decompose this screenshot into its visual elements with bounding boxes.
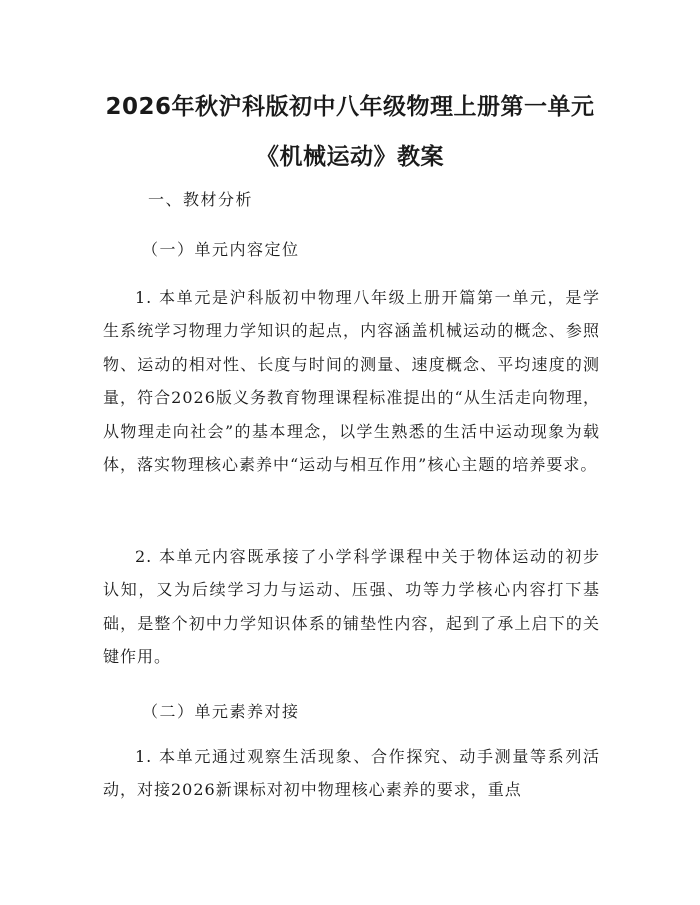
- subsection-heading-unit-content-positioning: （一）单元内容定位: [142, 240, 300, 259]
- subsection-heading-unit-literacy-alignment: （二）单元素养对接: [142, 702, 300, 721]
- paragraph-unit-content-2: 2. 本单元内容既承接了小学科学课程中关于物体运动的初步认知，又为后续学习力与运动、压强、功等力学核心内容打下基础，是整个初中力学知识体系的铺垫性内容，起到了承上启下的关键作用。: [103, 547, 600, 667]
- paragraph-unit-content-1: 1. 本单元是沪科版初中物理八年级上册开篇第一单元，是学生系统学习物理力学知识的起点，内容涵盖机械运动的概念、参照物、运动的相对性、长度与时间的测量、速度概念、平均速度的测量，符合2026版义务教育物理课程标准提出的“从生活走向物理，从物理走向社会”的基本理念，以学生熟悉的生活中运动现象为载体，落实物理核心素养中“运动与相互作用”核心主题的培养要求。: [103, 288, 600, 475]
- document-title: 2026年秋沪科版初中八年级物理上册第一单元《机械运动》教案: [105, 94, 595, 170]
- paragraph-unit-literacy-1: 1. 本单元通过观察生活现象、合作探究、动手测量等系列活动，对接2026新课标对初中物理核心素养的要求，重点: [103, 747, 600, 800]
- section-heading-teaching-material-analysis: 一、教材分析: [148, 190, 254, 209]
